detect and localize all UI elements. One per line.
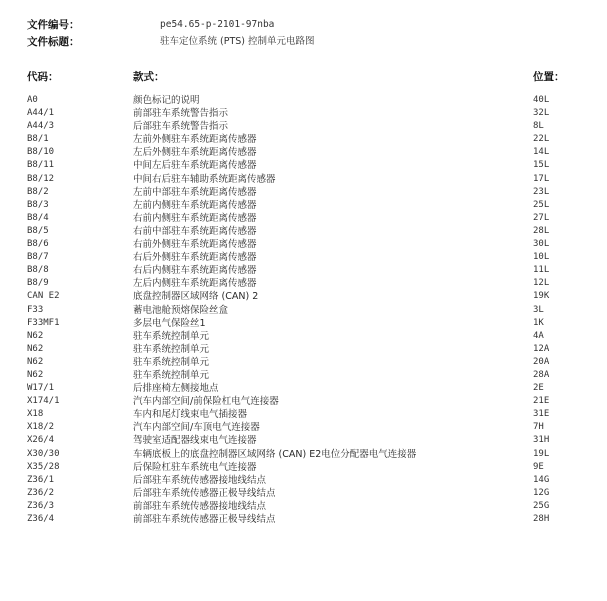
component-code: X30/30 — [27, 448, 60, 459]
component-code: Z36/2 — [27, 487, 55, 498]
component-code: F33 — [27, 304, 44, 315]
component-position: 12L — [533, 278, 550, 289]
component-code: X26/4 — [27, 435, 55, 446]
component-position: 40L — [533, 95, 550, 105]
component-description: 右后内侧驻车系统距离传感器 — [133, 265, 257, 277]
table-row — [0, 225, 607, 238]
table-row — [0, 487, 607, 500]
table-row — [0, 107, 607, 120]
component-position: 14G — [533, 474, 550, 485]
component-description: 右后外侧驻车系统距离传感器 — [133, 252, 257, 264]
component-position: 31E — [533, 409, 550, 420]
component-description: 中间左后驻车系统距离传感器 — [133, 160, 257, 172]
component-description: 车辆底板上的底盘控制器区域网络 (CAN) E2电位分配器电气连接器 — [133, 448, 417, 460]
component-description: 后保险杠驻车系统电气连接器 — [133, 461, 257, 473]
table-row — [0, 461, 607, 474]
table-row — [0, 330, 607, 343]
doc-title-label: 文件标题： — [27, 36, 80, 48]
component-description: 驻车系统控制单元 — [133, 330, 210, 342]
component-position: 2E — [533, 383, 544, 394]
component-code: X18 — [27, 409, 44, 420]
component-position: 3L — [533, 304, 544, 315]
component-description: 汽车内部空间/前保险杠电气连接器 — [133, 396, 279, 408]
table-row — [0, 408, 607, 421]
column-header-description: 款式： — [133, 71, 165, 83]
component-position: 19K — [533, 291, 550, 302]
component-position: 4A — [533, 330, 544, 341]
component-description: 驻车系统控制单元 — [133, 343, 210, 355]
component-code: B8/2 — [27, 186, 49, 197]
component-position: 30L — [533, 239, 550, 250]
component-position: 32L — [533, 108, 550, 119]
doc-number-label: 文件编号： — [27, 19, 80, 31]
doc-title-value: 驻车定位系统 (PTS) 控制单元电路图 — [160, 36, 315, 47]
component-position: 10L — [533, 252, 550, 263]
component-description: 驻车系统控制单元 — [133, 369, 210, 381]
component-code: B8/9 — [27, 278, 49, 289]
table-row — [0, 513, 607, 526]
table-row — [0, 120, 607, 133]
component-position: 9E — [533, 461, 544, 472]
component-code: B8/11 — [27, 160, 55, 171]
table-row — [0, 395, 607, 408]
component-description: 后部驻车系统传感器接地线结点 — [133, 474, 267, 486]
component-description: 中间右后驻车辅助系统距离传感器 — [133, 173, 276, 185]
table-row — [0, 382, 607, 395]
table-row — [0, 448, 607, 461]
component-code: B8/7 — [27, 252, 49, 263]
component-description: 后排座椅左侧接地点 — [133, 383, 219, 395]
component-description: 右前内侧驻车系统距离传感器 — [133, 212, 257, 224]
component-code: F33MF1 — [27, 317, 60, 328]
component-position: 17L — [533, 173, 550, 184]
table-row — [0, 317, 607, 330]
component-position: 12A — [533, 343, 550, 354]
component-code: A44/3 — [27, 121, 55, 132]
component-code: W17/1 — [27, 383, 55, 394]
component-description: 左前中部驻车系统距离传感器 — [133, 186, 257, 198]
component-position: 27L — [533, 212, 550, 223]
component-code: B8/10 — [27, 147, 55, 158]
component-code: X35/28 — [27, 461, 60, 472]
component-code: B8/5 — [27, 225, 49, 236]
component-code: B8/12 — [27, 173, 55, 184]
table-row — [0, 474, 607, 487]
table-row — [0, 173, 607, 186]
component-code: N62 — [27, 369, 44, 380]
component-description: 前部驻车系统传感器正极导线结点 — [133, 514, 276, 525]
component-description: 右前外侧驻车系统距离传感器 — [133, 239, 257, 251]
component-position: 21E — [533, 396, 550, 407]
component-description: 底盘控制器区域网络 (CAN) 2 — [133, 291, 259, 303]
component-position: 7H — [533, 422, 544, 433]
table-row — [0, 264, 607, 277]
component-position: 28A — [533, 369, 550, 380]
component-description: 右前中部驻车系统距离传感器 — [133, 225, 257, 237]
component-position: 28L — [533, 225, 550, 236]
table-row — [0, 159, 607, 172]
component-position: 19L — [533, 448, 550, 459]
component-description: 前部驻车系统警告指示 — [133, 108, 229, 120]
table-row — [0, 251, 607, 264]
table-row — [0, 421, 607, 434]
component-description: 左后外侧驻车系统距离传感器 — [133, 147, 257, 159]
table-row — [0, 186, 607, 199]
component-description: 颜色标记的说明 — [133, 95, 200, 106]
component-code: X174/1 — [27, 396, 60, 407]
component-table — [0, 94, 607, 526]
table-row — [0, 146, 607, 159]
table-row — [0, 133, 607, 146]
table-row — [0, 500, 607, 513]
component-code: N62 — [27, 343, 44, 354]
component-code: N62 — [27, 356, 44, 367]
component-description: 车内和尾灯线束电气插接器 — [133, 409, 248, 421]
table-row — [0, 434, 607, 447]
component-position: 31H — [533, 435, 550, 446]
component-description: 左后内侧驻车系统距离传感器 — [133, 278, 257, 290]
component-position: 8L — [533, 121, 544, 132]
component-code: Z36/1 — [27, 474, 55, 485]
table-row — [0, 238, 607, 251]
component-position: 23L — [533, 186, 550, 197]
component-description: 汽车内部空间/车顶电气连接器 — [133, 422, 260, 434]
component-position: 15L — [533, 160, 550, 171]
component-code: Z36/4 — [27, 514, 55, 524]
table-row — [0, 343, 607, 356]
component-description: 前部驻车系统传感器接地线结点 — [133, 500, 267, 512]
component-position: 1K — [533, 317, 544, 328]
component-code: B8/4 — [27, 212, 49, 223]
table-row — [0, 356, 607, 369]
component-position: 28H — [533, 514, 550, 524]
component-code: B8/8 — [27, 265, 49, 276]
column-header-position: 位置： — [533, 71, 565, 83]
table-row — [0, 369, 607, 382]
table-row — [0, 94, 607, 107]
component-position: 25L — [533, 199, 550, 210]
component-position: 20A — [533, 356, 550, 367]
component-position: 12G — [533, 487, 550, 498]
table-row — [0, 304, 607, 317]
component-code: X18/2 — [27, 422, 55, 433]
component-position: 11L — [533, 265, 550, 276]
component-code: N62 — [27, 330, 44, 341]
component-description: 后部驻车系统警告指示 — [133, 121, 229, 133]
component-description: 驻车系统控制单元 — [133, 356, 210, 368]
doc-number-value: pe54.65-p-2101-97nba — [160, 19, 275, 30]
table-row — [0, 212, 607, 225]
column-header-code: 代码： — [27, 71, 59, 83]
component-code: A44/1 — [27, 108, 55, 119]
table-row — [0, 277, 607, 290]
component-code: B8/3 — [27, 199, 49, 210]
component-position: 25G — [533, 500, 550, 511]
component-code: Z36/3 — [27, 500, 55, 511]
component-position: 22L — [533, 134, 550, 145]
component-code: B8/1 — [27, 134, 49, 145]
component-code: CAN E2 — [27, 291, 60, 302]
component-description: 多层电气保险丝1 — [133, 317, 206, 329]
component-description: 驾驶室适配器线束电气连接器 — [133, 435, 257, 447]
component-description: 后部驻车系统传感器正极导线结点 — [133, 487, 276, 499]
component-code: B8/6 — [27, 239, 49, 250]
component-code: A0 — [27, 95, 38, 105]
component-position: 14L — [533, 147, 550, 158]
component-description: 左前外侧驻车系统距离传感器 — [133, 134, 257, 146]
table-row — [0, 199, 607, 212]
component-description: 左前内侧驻车系统距离传感器 — [133, 199, 257, 211]
table-row — [0, 290, 607, 303]
component-description: 蓄电池舱预熔保险丝盒 — [133, 304, 229, 316]
